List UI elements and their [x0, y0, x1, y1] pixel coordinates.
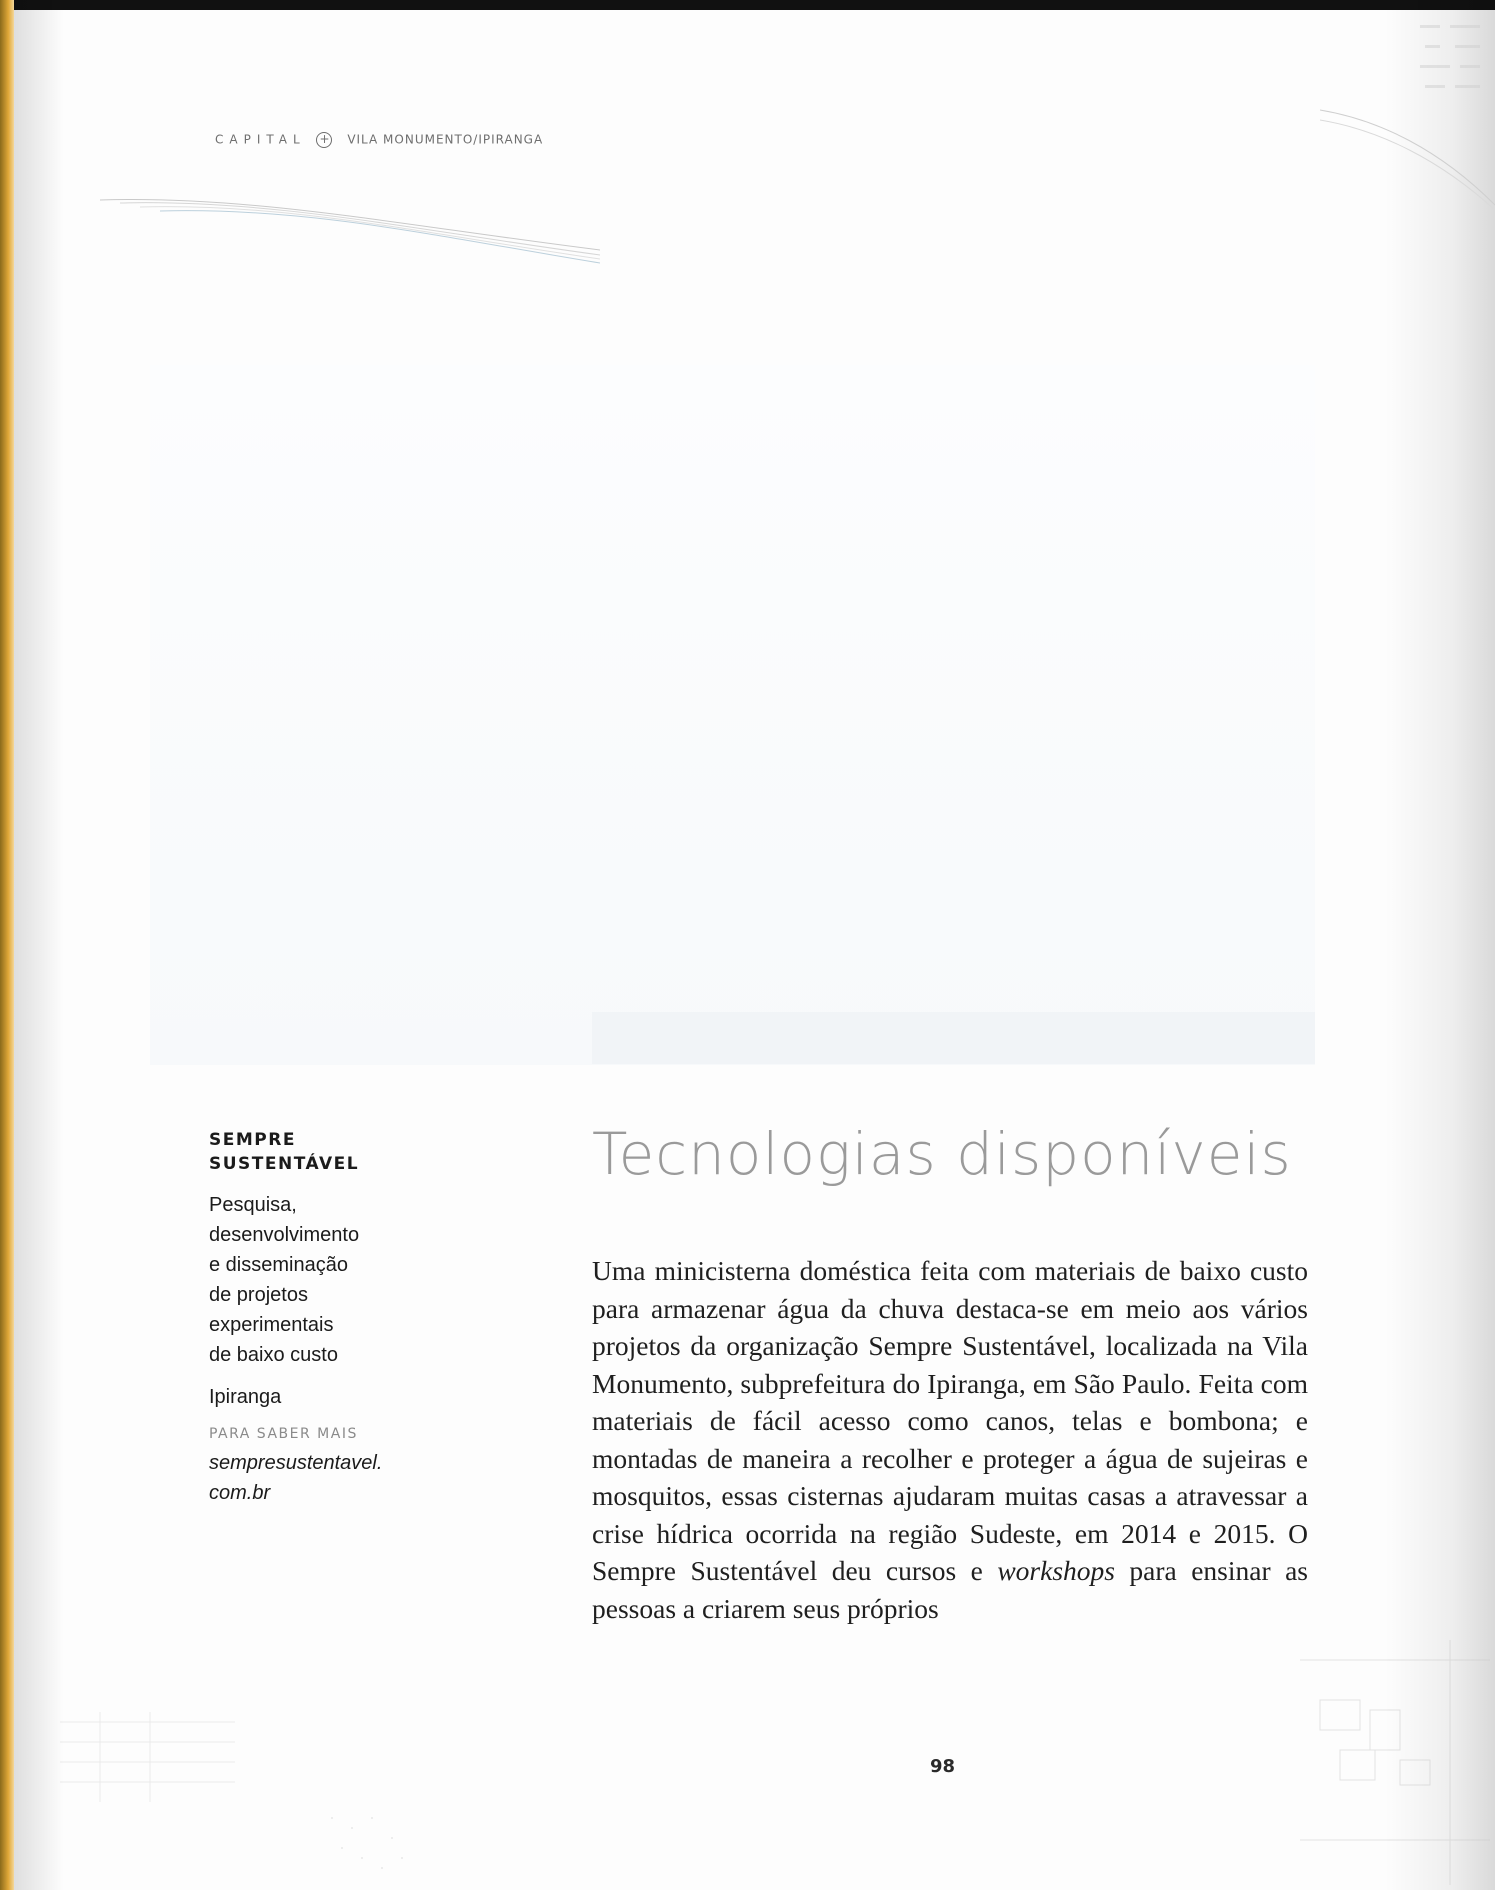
more-info-label: PARA SABER MAIS — [209, 1426, 358, 1442]
organization-title-line2: SUSTENTÁVEL — [209, 1154, 360, 1174]
organization-place: Ipiranga — [209, 1386, 282, 1408]
description-line: de projetos — [209, 1284, 308, 1306]
location-name: VILA MONUMENTO/IPIRANGA — [347, 132, 544, 147]
description-line: desenvolvimento — [209, 1224, 360, 1246]
website-line2: com.br — [209, 1482, 271, 1504]
organization-description — [209, 1190, 419, 1370]
description-line: de baixo custo — [209, 1344, 338, 1366]
page-number: 98 — [930, 1756, 956, 1777]
faded-photo-area — [150, 365, 1315, 1065]
website-line1: sempresustentavel. — [209, 1452, 383, 1474]
photo-bottom-strip — [592, 1012, 1315, 1064]
page-top-edge — [0, 0, 1495, 10]
decorative-pattern-bottom-left — [60, 1712, 235, 1802]
organization-title-line1: SEMPRE — [209, 1130, 296, 1150]
body-text-italic: workshops — [997, 1555, 1115, 1586]
body-text-part2: para ensinar as pessoas a criarem seus próprios — [592, 1555, 1309, 1624]
organization-sidebar — [209, 1128, 419, 1508]
circle-plus-icon: + — [316, 132, 332, 148]
description-line: experimentais — [209, 1314, 334, 1336]
decorative-pattern-bottom — [322, 1808, 412, 1888]
description-line: Pesquisa, — [209, 1194, 297, 1216]
section-header — [215, 132, 543, 148]
section-name: CAPITAL — [215, 132, 306, 147]
page-edge-shadow — [1385, 0, 1495, 1890]
decorative-pattern-top-right — [1415, 15, 1490, 100]
organization-website — [209, 1448, 419, 1508]
book-spine — [0, 0, 14, 1890]
decorative-wave-right — [1320, 105, 1495, 215]
decorative-pattern-bottom-right — [1300, 1640, 1490, 1885]
body-text-part1: Uma minicisterna doméstica feita com materiais de baixo custo para armazenar água da chuva destaca-se em meio aos vários projetos da organização Sempre Sustentável, localizada na Vila Monumento, subprefeitura do Ipiranga, em São Paulo. Feita com materiais de fácil acesso como canos, telas e bombona; e montadas de maneira a recolher e proteger a água de sujeiras e mosquitos, essas cisternas ajudaram muitas casas a atravessar a crise hídrica ocorrida na região Sudeste, em 2014 e 2015. O Sempre Sustentável deu cursos e — [592, 1255, 1308, 1586]
article-body — [592, 1252, 1308, 1627]
spine-shadow — [14, 0, 64, 1890]
decorative-wave-left — [100, 185, 600, 275]
organization-title — [209, 1128, 419, 1176]
article-headline: Tecnologias disponíveis — [592, 1120, 1292, 1188]
description-line: e disseminação — [209, 1254, 348, 1276]
